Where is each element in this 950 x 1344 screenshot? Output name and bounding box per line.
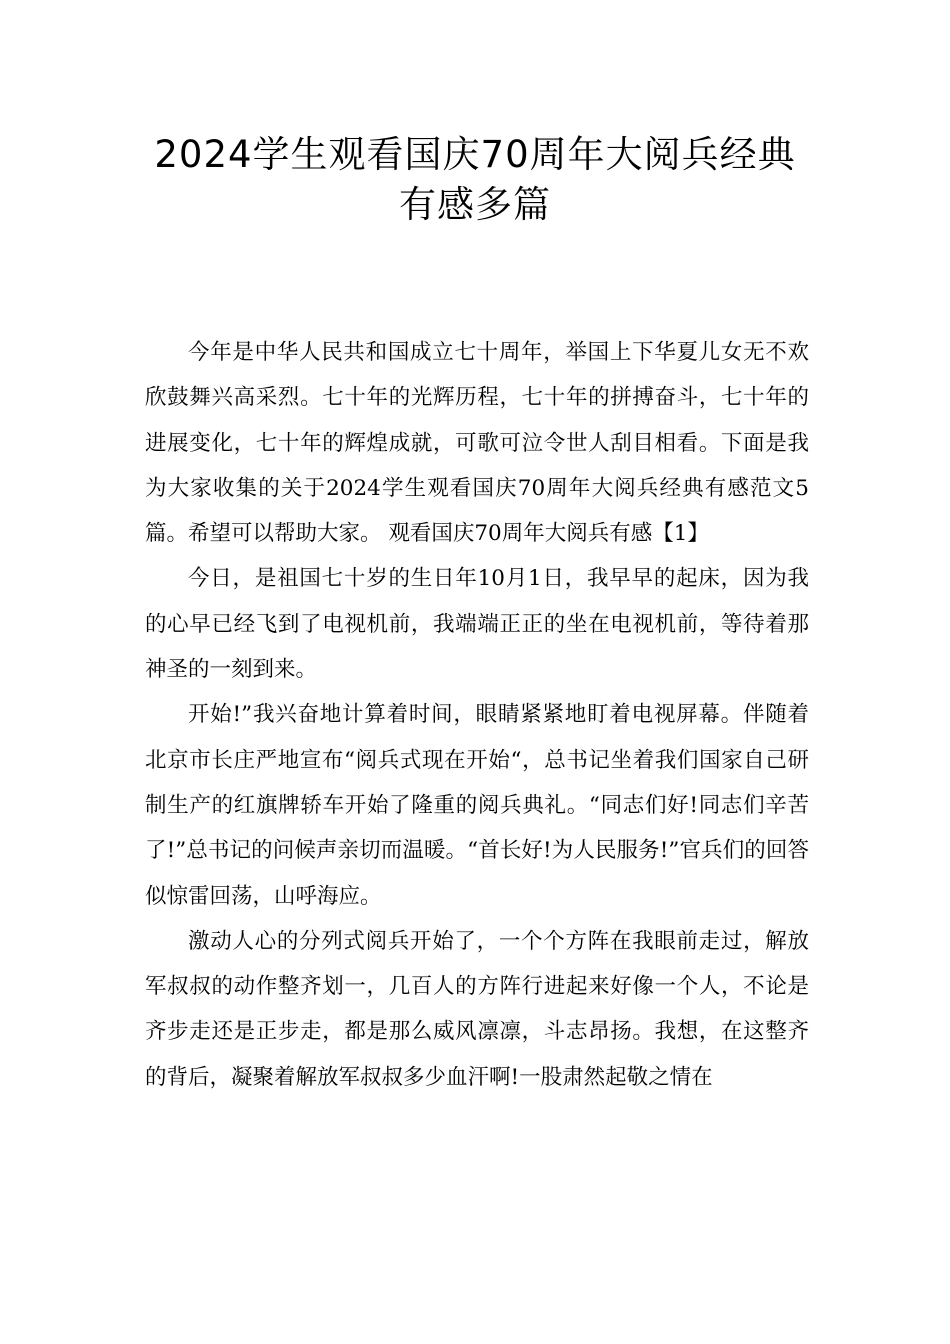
document-title [0, 130, 950, 230]
paragraph: 激动人心的分列式阅兵开始了，一个个方阵在我眼前走过，解放军叔叔的动作整齐划一，几百人的方阵行进起来好像一个人，不论是齐步走还是正步走，都是那么威风凛凛，斗志昂扬。我想，在这整齐的背后，凝聚着解放军叔叔多少血汗啊!一股肃然起敬之情在 [145, 928, 809, 1090]
paragraph: 今年是中华人民共和国成立七十周年，举国上下华夏儿女无不欢欣鼓舞兴高采烈。七十年的光辉历程，七十年的拼搏奋斗，七十年的进展变化，七十年的辉煌成就，可歌可泣令世人刮目相看。下面是我为大家收集的关于2024学生观看国庆70周年大阅兵经典有感范文5篇。希望可以帮助大家。 观看国庆70周年大阅兵有感【1】 [145, 340, 809, 547]
title-line-2: 有感多篇 [399, 183, 551, 226]
paragraph: 今日，是祖国七十岁的生日年10月1日，我早早的起床，因为我的心早已经飞到了电视机前，我端端正正的坐在电视机前，等待着那神圣的一刻到来。 [145, 566, 809, 683]
title-line-1: 2024学生观看国庆70周年大阅兵经典 [154, 133, 796, 176]
paragraph: 开始!”我兴奋地计算着时间，眼睛紧紧地盯着电视屏幕。伴随着北京市长庄严地宣布“阅兵式现在开始“，总书记坐着我们国家自己研制生产的红旗牌轿车开始了隆重的阅兵典礼。“同志们好!同志们辛苦了!”总书记的问候声亲切而温暖。“首长好!为人民服务!”官兵们的回答似惊雷回荡，山呼海应。 [145, 702, 809, 909]
document-body [145, 330, 809, 1100]
